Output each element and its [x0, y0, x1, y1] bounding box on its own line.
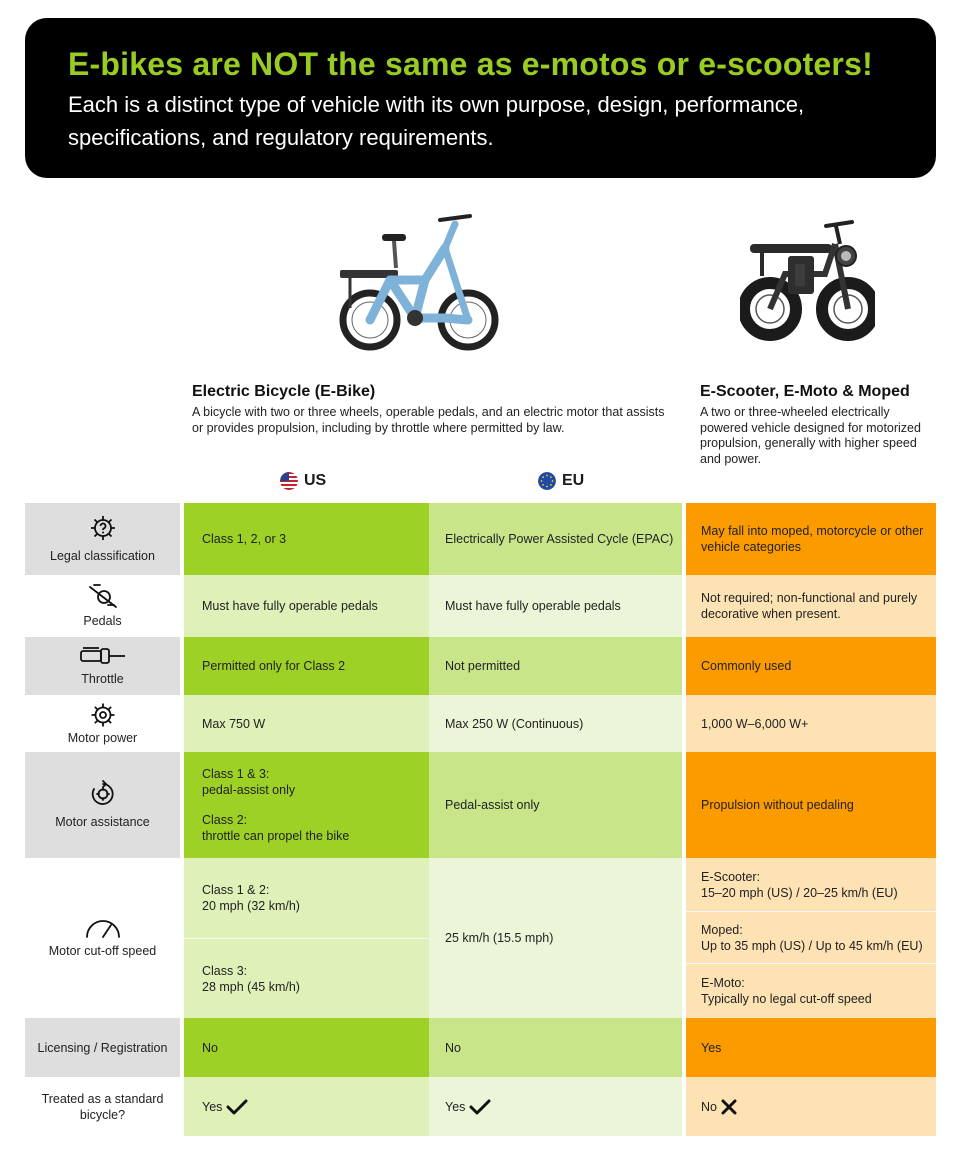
speed-emoto-escooter-cell: [686, 858, 936, 911]
region-us-header: [280, 472, 326, 490]
standard-emoto-cell: [686, 1077, 936, 1136]
speed-escooter-head: E-Scooter:: [701, 869, 761, 884]
row-label-speed: [25, 858, 180, 1018]
ebike-image: [330, 208, 505, 373]
speed-moped-body: Up to 35 mph (US) / Up to 45 km/h (EU): [701, 938, 923, 953]
pedal-icon: [86, 583, 120, 609]
row-label-assist-text: Motor assistance: [55, 815, 150, 829]
licensing-emoto-cell: Yes: [686, 1018, 936, 1077]
speed-us-class12-cell: [184, 858, 429, 938]
licensing-us-cell: No: [184, 1018, 429, 1077]
row-label-pedals-text: Pedals: [83, 614, 122, 628]
speed-emoto-moped-cell: [686, 912, 936, 963]
power-emoto-cell: 1,000 W–6,000 W+: [686, 695, 936, 752]
speed-us-class12-head: Class 1 & 2:: [202, 883, 270, 897]
checkmark-icon: [226, 1099, 248, 1115]
pedals-eu-cell: Must have fully operable pedals: [429, 575, 682, 637]
us-flag-icon: [280, 472, 298, 490]
emoto-image: [740, 214, 875, 359]
speedometer-icon: [84, 917, 122, 939]
emoto-description: A two or three-wheeled electrically powered vehicle designed for motorized propulsion, generally with higher speed and power.: [700, 405, 921, 466]
speed-us-class3-body: 28 mph (45 km/h): [202, 979, 300, 994]
row-label-assist: [25, 752, 180, 858]
row-label-standard: [25, 1077, 180, 1136]
standard-emoto-value: No: [701, 1099, 717, 1114]
speed-us-class12-body: 20 mph (32 km/h): [202, 899, 300, 913]
row-label-legal-text: Legal classification: [50, 549, 155, 563]
assist-us-class2-body: throttle can propel the bike: [202, 829, 350, 843]
speed-moped-head: Moped:: [701, 922, 743, 937]
legal-emoto-cell: May fall into moped, motorcycle or other vehicle categories: [686, 503, 936, 575]
speed-us-class3-head: Class 3:: [202, 963, 248, 978]
row-label-pedals: [25, 575, 180, 637]
cross-icon: [721, 1099, 737, 1115]
power-us-cell: Max 750 W: [184, 695, 429, 752]
legal-us-cell: Class 1, 2, or 3: [184, 503, 429, 575]
row-label-standard-text: Treated as a standard bicycle?: [41, 1091, 164, 1122]
speed-us-class3-cell: [184, 939, 429, 1018]
throttle-eu-cell: Not permitted: [429, 637, 682, 695]
legal-eu-cell: Electrically Power Assisted Cycle (EPAC): [429, 503, 682, 575]
row-label-licensing-text: Licensing / Registration: [37, 1040, 168, 1055]
standard-eu-value: Yes: [445, 1099, 466, 1114]
speed-eu-cell: 25 km/h (15.5 mph): [429, 858, 682, 1018]
headline: E-bikes are NOT the same as e-motos or e-scooters!: [68, 46, 873, 82]
assist-us-class13-head: Class 1 & 3:: [202, 767, 270, 781]
row-label-licensing: [25, 1018, 180, 1077]
standard-us-cell: [184, 1077, 429, 1136]
assist-us-class2-head: Class 2:: [202, 813, 248, 827]
region-eu-header: [538, 472, 584, 490]
speed-emoto-head: E-Moto:: [701, 976, 745, 990]
speed-escooter-body: 15–20 mph (US) / 20–25 km/h (EU): [701, 885, 898, 900]
motor-gear-icon: [90, 702, 116, 728]
region-us-label: US: [304, 472, 327, 489]
assist-emoto-cell: Propulsion without pedaling: [686, 752, 936, 858]
throttle-emoto-cell: Commonly used: [686, 637, 936, 695]
assist-us-class13-body: pedal-assist only: [202, 783, 296, 797]
region-eu-label: EU: [562, 472, 585, 489]
emoto-title: E-Scooter, E-Moto & Moped: [700, 383, 910, 400]
assist-us-cell: [184, 752, 429, 858]
ebike-title: Electric Bicycle (E-Bike): [192, 383, 376, 400]
speed-emoto-emoto-cell: [686, 964, 936, 1018]
pedals-us-cell: Must have fully operable pedals: [184, 575, 429, 637]
row-label-legal: [25, 503, 180, 575]
licensing-eu-cell: No: [429, 1018, 682, 1077]
standard-eu-cell: [429, 1077, 682, 1136]
pedals-emoto-cell: Not required; non-functional and purely decorative when present.: [686, 575, 936, 637]
row-label-speed-text: Motor cut-off speed: [48, 944, 157, 958]
subheadline: Each is a distinct type of vehicle with its own purpose, design, performance, specifications, and regulatory requirements.: [68, 92, 805, 150]
gear-question-icon: [89, 514, 117, 542]
speed-emoto-body: Typically no legal cut-off speed: [701, 992, 872, 1006]
header-banner: [25, 18, 936, 178]
standard-us-value: Yes: [202, 1099, 223, 1114]
eu-flag-icon: [538, 472, 556, 490]
checkmark-icon: [469, 1099, 491, 1115]
motor-assist-icon: [89, 780, 117, 808]
ebike-description: A bicycle with two or three wheels, operable pedals, and an electric motor that assists or provides propulsion, including by throttle where permitted by law.: [192, 405, 665, 435]
row-label-power: [25, 695, 180, 752]
row-label-throttle-text: Throttle: [81, 672, 124, 686]
throttle-icon: [79, 645, 127, 667]
throttle-us-cell: Permitted only for Class 2: [184, 637, 429, 695]
power-eu-cell: Max 250 W (Continuous): [429, 695, 682, 752]
row-label-power-text: Motor power: [67, 730, 138, 745]
row-label-throttle: [25, 637, 180, 695]
assist-eu-cell: Pedal-assist only: [429, 752, 682, 858]
